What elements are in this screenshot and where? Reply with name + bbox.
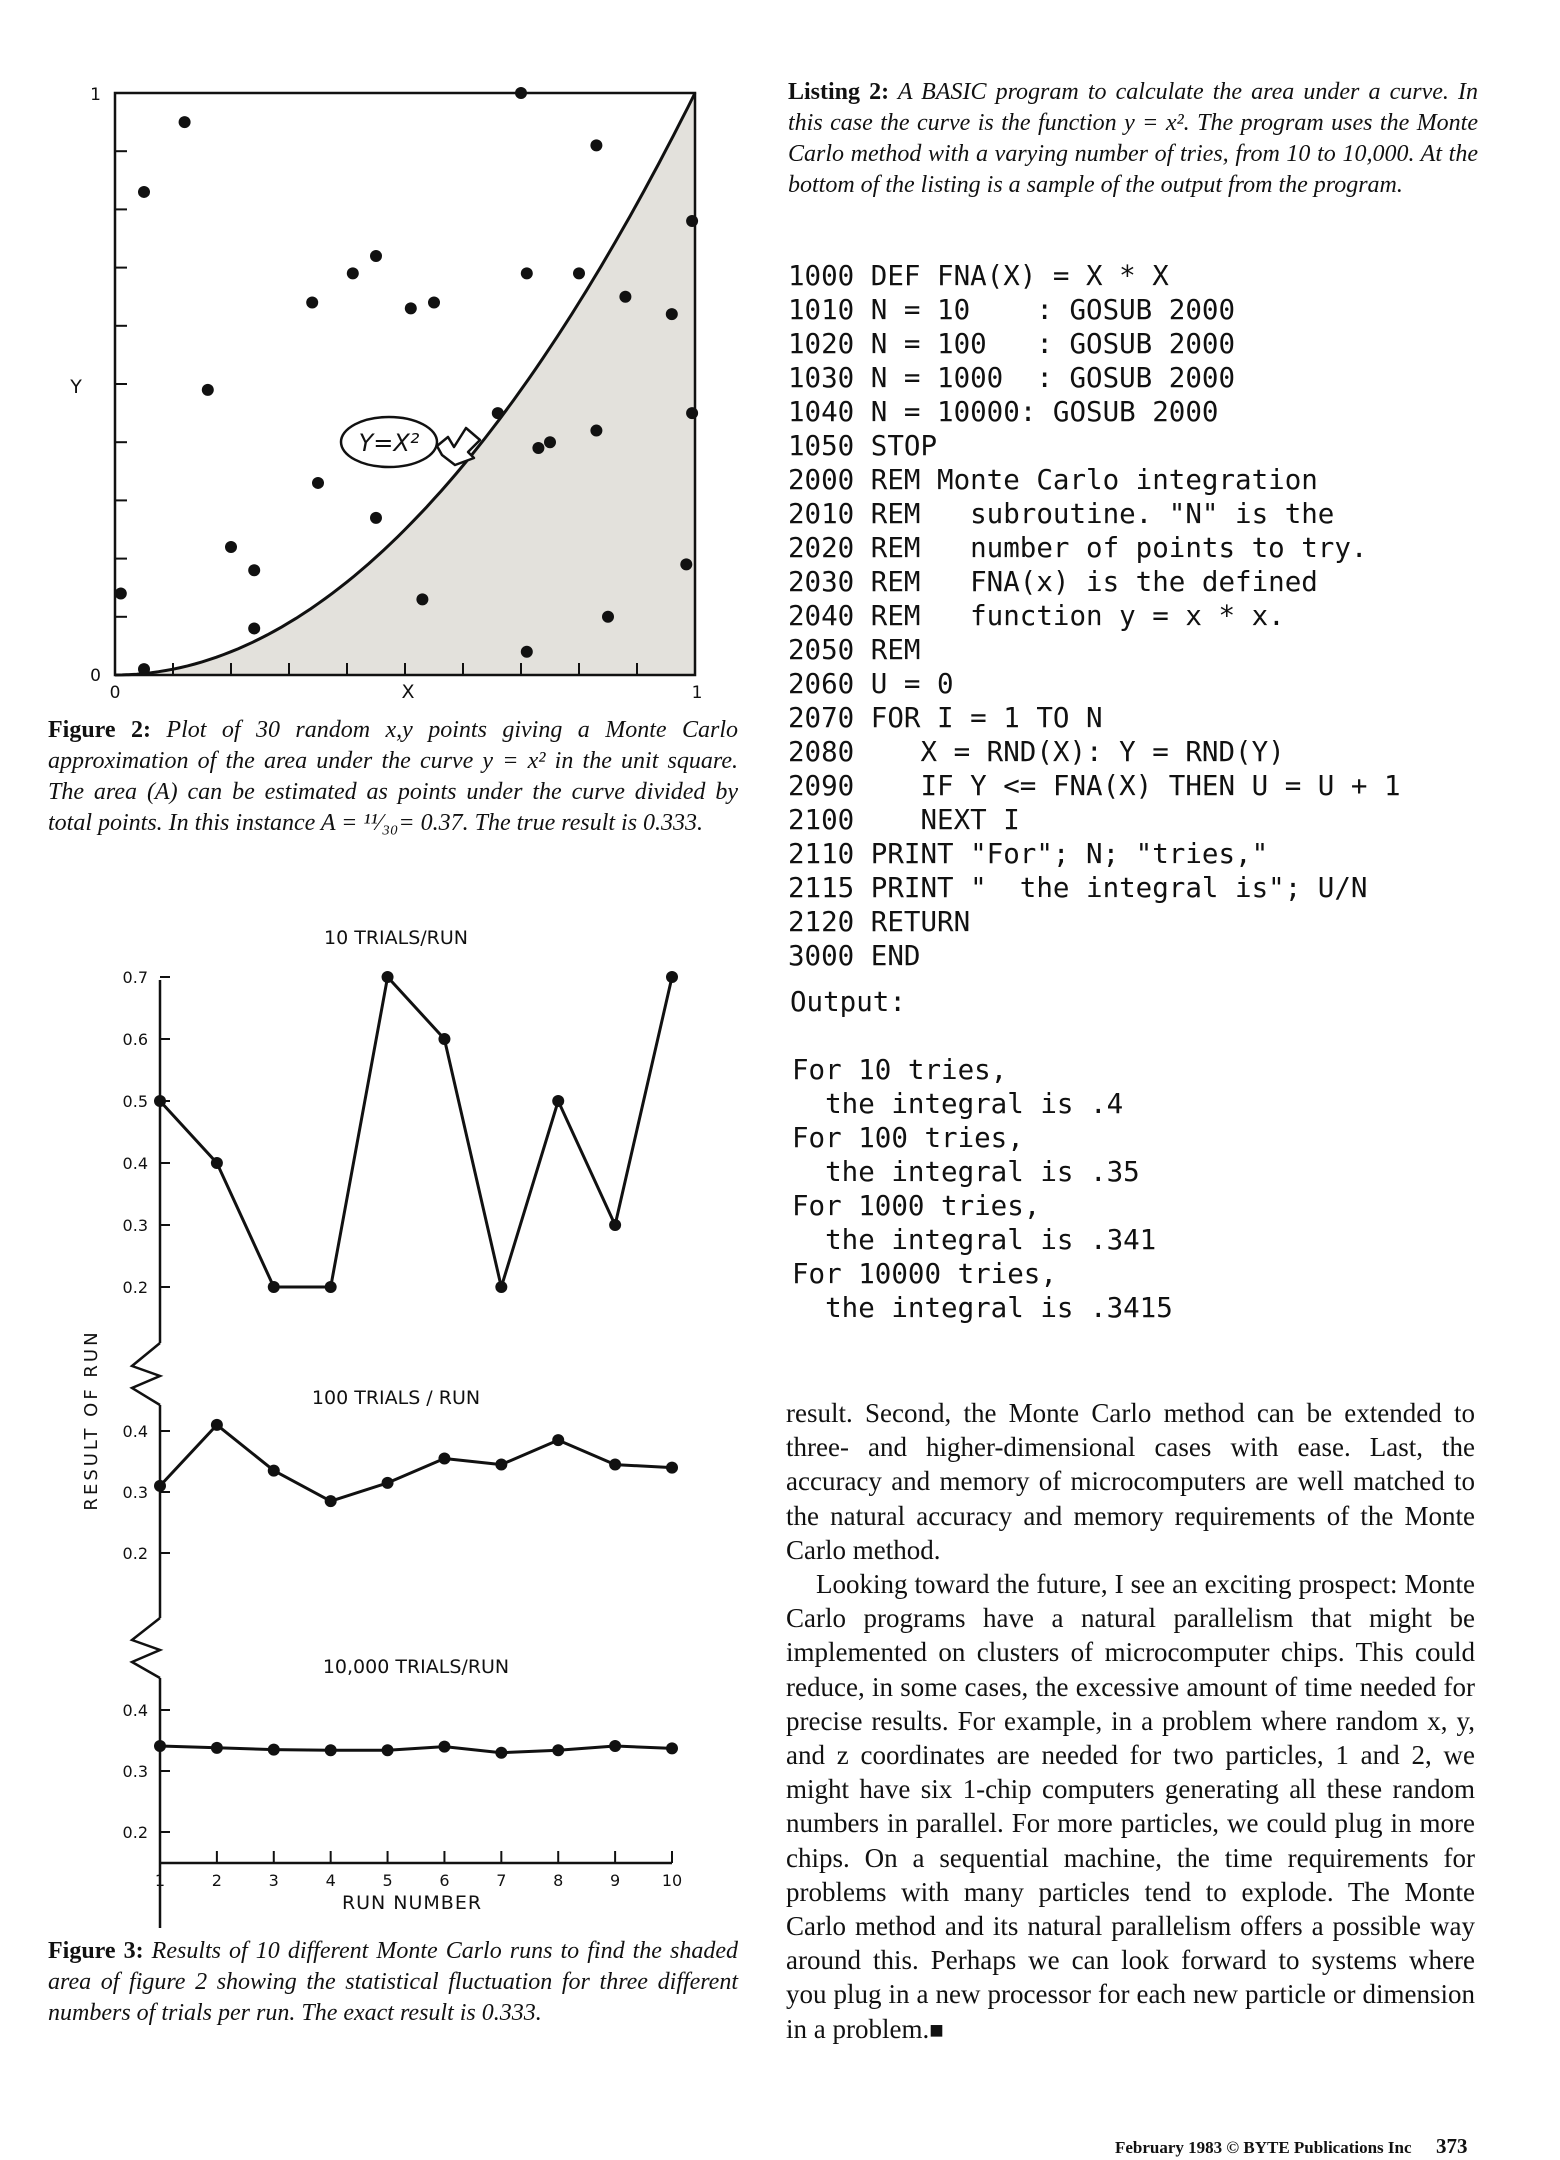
code-line: 2110 PRINT "For"; N; "tries,"	[788, 838, 1269, 870]
data-point	[202, 384, 214, 396]
tick-label-y-0: 0	[90, 666, 101, 686]
data-point	[521, 646, 533, 658]
data-point	[686, 215, 698, 227]
paragraph-1: result. Second, the Monte Carlo method can be extended to three- and higher-dimensional cases with ease. Last, the accuracy and memory of microcomputers are well matched to the natural accuracy and memory requirements of the Monte Carlo method.	[786, 1398, 1475, 1565]
output-line: the integral is .3415	[792, 1292, 1173, 1324]
figure-3-plot	[0, 900, 760, 1940]
code-line: 1000 DEF FNA(X) = X * X	[788, 260, 1169, 292]
code-line: 2000 REM Monte Carlo integration	[788, 464, 1318, 496]
figure-3-caption	[48, 1936, 738, 2029]
tick-label-x-0: 0	[109, 683, 121, 703]
article-body	[786, 1396, 1475, 2048]
data-point	[686, 407, 698, 419]
output-line: For 1000 tries,	[792, 1190, 1041, 1222]
series-line	[160, 977, 672, 1287]
data-point	[495, 1459, 507, 1471]
y-tick-label: 0.3	[122, 1483, 148, 1502]
panel-title-10000: 10,000 TRIALS/RUN	[322, 1656, 510, 1678]
data-point	[268, 1744, 280, 1756]
curve-label: Y=X²	[358, 429, 420, 457]
data-point	[590, 139, 602, 151]
panel-title-10: 10 TRIALS/RUN	[324, 927, 468, 949]
x-tick-label: 7	[496, 1871, 507, 1890]
data-point	[405, 302, 417, 314]
code-line: 1030 N = 1000 : GOSUB 2000	[788, 362, 1236, 394]
x-tick-label: 10	[661, 1871, 683, 1890]
code-line: 2010 REM subroutine. "N" is the	[788, 498, 1335, 530]
data-point	[680, 558, 692, 570]
code-line: 1020 N = 100 : GOSUB 2000	[788, 328, 1236, 360]
y-axis-label: Y	[70, 376, 82, 398]
data-point	[382, 971, 394, 983]
data-point	[179, 116, 191, 128]
y-tick-label: 0.3	[122, 1216, 148, 1235]
data-point	[521, 267, 533, 279]
data-point	[370, 250, 382, 262]
data-point	[590, 425, 602, 437]
data-point	[495, 1747, 507, 1759]
code-line: 1010 N = 10 : GOSUB 2000	[788, 294, 1236, 326]
code-line: 2020 REM number of points to try.	[788, 532, 1368, 564]
y-axis-label: RESULT OF RUN	[81, 1329, 102, 1511]
data-point	[382, 1477, 394, 1489]
shaded-area-under-curve	[115, 93, 695, 675]
data-point	[609, 1219, 621, 1231]
y-tick-label: 0.7	[122, 968, 148, 987]
code-line: 3000 END	[788, 940, 921, 972]
x-axis-label: RUN NUMBER	[341, 1892, 483, 1914]
x-tick-label: 5	[382, 1871, 393, 1890]
code-line: 2050 REM	[788, 634, 921, 666]
code-line: 2030 REM FNA(x) is the defined	[788, 566, 1318, 598]
figure-2-plot	[0, 0, 760, 715]
figure-3-caption-text: Results of 10 different Monte Carlo runs to find the shaded area of figure 2 showing the statistical fluctuation for three different numbers of trials per run. The exact result is 0.333.	[48, 1938, 739, 2026]
data-point	[544, 436, 556, 448]
listing-caption-label: Listing 2:	[788, 79, 890, 105]
figure-2-caption-label: Figure 2:	[48, 717, 151, 743]
data-point	[248, 564, 260, 576]
data-point	[306, 297, 318, 309]
code-line: 2080 X = RND(X): Y = RND(Y)	[788, 736, 1285, 768]
y-tick-label: 0.2	[122, 1544, 148, 1563]
x-tick-label: 3	[268, 1871, 279, 1890]
panel-title-100: 100 TRIALS / RUN	[311, 1387, 481, 1409]
output-line: the integral is .4	[792, 1088, 1124, 1120]
data-point	[619, 291, 631, 303]
output-line: the integral is .341	[792, 1224, 1157, 1256]
figure-2-caption-text: Plot of 30 random x,y points giving a Monte Carlo approximation of the area under the curve y = x² in the unit square. The area (A) can be estimated as points under the curve divided by total points. In this instance A = ¹¹⁄₃₀= 0.37. The true result is 0.333.	[48, 717, 738, 836]
data-point	[573, 267, 585, 279]
y-tick-label: 0.4	[122, 1701, 148, 1720]
paragraph-2	[786, 1567, 1475, 2048]
data-point	[325, 1495, 337, 1507]
series-line	[160, 1425, 672, 1501]
data-point	[138, 186, 150, 198]
x-tick-label: 1	[154, 1871, 166, 1890]
data-point	[492, 407, 504, 419]
figure-3-caption-label: Figure 3:	[48, 1938, 144, 1964]
program-output	[792, 1053, 1492, 1325]
data-point	[211, 1157, 223, 1169]
y-tick-label: 0.4	[122, 1154, 148, 1173]
x-axis-ticks	[155, 1851, 682, 1890]
data-point	[382, 1744, 394, 1756]
series-line	[160, 1746, 672, 1753]
data-point	[312, 477, 324, 489]
code-line: 2060 U = 0	[788, 668, 954, 700]
data-point	[428, 297, 440, 309]
x-tick-label: 2	[211, 1871, 222, 1890]
data-point	[347, 267, 359, 279]
footer-credit: February 1983 © BYTE Publications Inc	[1115, 2138, 1412, 2157]
x-tick-label: 6	[439, 1871, 450, 1890]
data-point	[609, 1459, 621, 1471]
panel-10-trials-run	[123, 968, 678, 1297]
tick-label-x-1: 1	[691, 683, 703, 703]
code-line: 2100 NEXT I	[788, 804, 1020, 836]
data-point	[248, 622, 260, 634]
data-point	[416, 593, 428, 605]
data-point	[154, 1480, 166, 1492]
data-point	[211, 1742, 223, 1754]
code-line: 2115 PRINT " the integral is"; U/N	[788, 872, 1368, 904]
data-point	[211, 1419, 223, 1431]
data-point	[515, 87, 527, 99]
y-tick-label: 0.4	[122, 1422, 148, 1441]
data-point	[268, 1281, 280, 1293]
code-line: 2120 RETURN	[788, 906, 971, 938]
data-point	[268, 1465, 280, 1477]
code-line: 2090 IF Y <= FNA(X) THEN U = U + 1	[788, 770, 1401, 802]
page-number: 373	[1436, 2134, 1468, 2158]
data-point	[609, 1740, 621, 1752]
curve-label-arrow	[437, 428, 480, 465]
y-tick-label: 0.3	[122, 1762, 148, 1781]
code-line: 2070 FOR I = 1 TO N	[788, 702, 1103, 734]
data-point	[438, 1033, 450, 1045]
x-tick-label: 9	[610, 1871, 621, 1890]
listing-caption	[788, 77, 1478, 201]
output-line: For 10000 tries,	[792, 1258, 1057, 1290]
y-axis-ticks	[115, 151, 127, 617]
y-tick-label: 0.2	[122, 1278, 148, 1297]
data-point	[602, 611, 614, 623]
data-point	[138, 663, 150, 675]
x-axis-label: X	[401, 681, 415, 703]
y-tick-label: 0.6	[122, 1030, 148, 1049]
code-line: 1040 N = 10000: GOSUB 2000	[788, 396, 1219, 428]
listing-caption-text: A BASIC program to calculate the area under a curve. In this case the curve is the function y = x². The program uses the Monte Carlo method with a varying number of tries, from 10 to 10,000. At the bottom of the listing is a sample of the output from the program.	[788, 79, 1478, 198]
data-point	[438, 1741, 450, 1753]
data-point	[370, 512, 382, 524]
x-tick-label: 4	[325, 1871, 336, 1890]
data-point	[666, 1462, 678, 1474]
code-line: 1050 STOP	[788, 430, 938, 462]
data-point	[325, 1744, 337, 1756]
data-point	[225, 541, 237, 553]
data-point	[438, 1452, 450, 1464]
x-tick-label: 8	[553, 1871, 564, 1890]
data-point	[552, 1095, 564, 1107]
y-tick-label: 0.5	[122, 1092, 148, 1111]
data-point	[154, 1740, 166, 1752]
panel-100-trials-run	[123, 1419, 678, 1563]
data-point	[666, 308, 678, 320]
data-point	[666, 971, 678, 983]
data-point	[666, 1742, 678, 1754]
output-line: the integral is .35	[792, 1156, 1140, 1188]
paragraph-2-text: Looking toward the future, I see an exciting prospect: Monte Carlo programs have a natural parallelism that might be implemented on clusters of microcomputer chips. This could reduce, in some cases, the excessive amount of time needed for precise results. For example, in a problem where random x, y, and z coordinates are needed for two particles, 1 and 2, we might have six 1-chip computers generating all these random numbers in parallel. For more particles, we could plug in more chips. On a sequential machine, the time requirements for problems with many particles tend to explode. The Monte Carlo method and its natural parallelism offers a possible way around this. Perhaps we can look forward to systems where you plug in a new processor for each new particle or dimension in a problem.	[786, 1569, 1475, 2044]
data-point	[532, 442, 544, 454]
data-point	[154, 1095, 166, 1107]
data-point	[495, 1281, 507, 1293]
end-mark: ■	[929, 2017, 944, 2044]
data-point	[552, 1434, 564, 1446]
figure-2-caption	[48, 715, 738, 839]
data-point	[115, 588, 127, 600]
listing-code	[788, 259, 1488, 973]
data-point	[552, 1744, 564, 1756]
y-tick-label: 0.2	[122, 1823, 148, 1842]
output-line: For 10 tries,	[792, 1054, 1008, 1086]
data-point	[325, 1281, 337, 1293]
code-line: 2040 REM function y = x * x.	[788, 600, 1285, 632]
output-line: For 100 tries,	[792, 1122, 1024, 1154]
tick-label-y-1: 1	[90, 85, 101, 105]
panel-10-000-trials-run	[123, 1701, 678, 1842]
output-label: Output:	[790, 986, 906, 1018]
